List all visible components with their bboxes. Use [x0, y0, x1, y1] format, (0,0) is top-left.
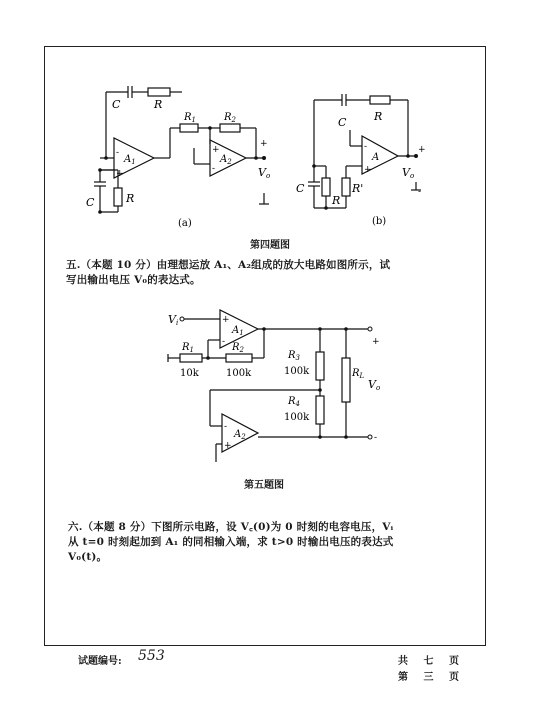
fig-b-minus: - [364, 142, 368, 152]
fig-a-plus-A1: + [116, 169, 124, 179]
fig-a-minus-A1: - [116, 148, 120, 158]
fig-b-label-R: R [374, 110, 383, 123]
q5-label-Vi: Vi [168, 313, 179, 327]
q5-text-line-2: 写出输出电压 V₀的表达式。 [66, 274, 201, 286]
q6-text-line-1: 六.（本题 8 分）下图所示电路，设 V꜀(0)为 0 时刻的电容电压，Vᵢ [68, 521, 394, 533]
q5-out-minus: - [374, 433, 378, 443]
fig-a-label-C: C [112, 98, 121, 111]
q5-label-Vo: Vo [368, 378, 381, 392]
fig-b-label-R-bot: R [332, 194, 341, 207]
fig-a-out-plus: + [260, 139, 268, 149]
total-pages: 共 七 页 [398, 656, 465, 667]
q5-out-plus: + [372, 337, 380, 347]
q5-text-line-1: 五.（本题 10 分）由理想运放 A₁、A₂组成的放大电路如图所示，试 [66, 259, 391, 271]
q5-label-R3: $R_3$ [288, 350, 300, 362]
q5-plus-A1: + [222, 315, 230, 325]
fig-a-label-Vo: Vo [258, 166, 271, 180]
fig-b-label-Vo: Vo [402, 166, 415, 180]
fig-b-label-Rprime: R' [352, 182, 364, 195]
fig-a-label-A2: $A_2$ [220, 154, 232, 166]
fig-b-label-C-bot: C [296, 182, 305, 195]
q6-text-line-3: V₀(t)。 [68, 551, 108, 563]
fig-b-label-A: A [372, 152, 380, 163]
fig-a-label-R: R [154, 98, 163, 111]
q5-value-R4: 100k [284, 412, 310, 423]
q6-question-text [68, 520, 468, 565]
fig-b-minus-out: - [418, 187, 422, 197]
fig-a-label-C-bot: C [86, 196, 95, 209]
q5-label-R2: $R_2$ [232, 342, 244, 354]
fig-a-caption: (a) [178, 218, 192, 229]
fig-b-label-C: C [338, 116, 347, 129]
q5-label-R1: $R_1$ [182, 342, 194, 354]
q5-value-R2: 100k [226, 368, 252, 379]
fig-a-label-R2: $R_2$ [224, 112, 236, 124]
q4-figure-a [86, 78, 286, 238]
q5-plus-A2: + [224, 441, 232, 451]
q6-text-line-2: 从 t=0 时刻起加到 A₁ 的同相输入端，求 t>0 时输出电压的表达式 [68, 536, 394, 548]
q5-label-A2: $A_2$ [234, 429, 246, 441]
exam-code-value: 553 [138, 648, 165, 664]
current-page: 第 三 页 [398, 672, 465, 683]
fig-b-caption: (b) [372, 216, 387, 227]
fig-a-plus-A2: + [212, 145, 220, 155]
fig-a-minus-A2: - [212, 164, 216, 174]
q5-caption: 第五题图 [244, 480, 284, 491]
q5-circuit-figure [160, 302, 390, 474]
q4-caption: 第四题图 [250, 240, 290, 251]
q5-label-R4: $R_4$ [288, 396, 300, 408]
q5-value-R3: 100k [284, 366, 310, 377]
fig-a-label-A1: $A_1$ [124, 154, 136, 166]
q5-question-text [66, 258, 466, 288]
exam-code-label: 试题编号: [78, 656, 122, 667]
q5-label-RL: $R_L$ [352, 368, 365, 380]
q5-minus-A1: - [222, 337, 226, 347]
q5-value-R1: 10k [180, 368, 199, 379]
q5-minus-A2: - [224, 422, 228, 432]
q5-label-A1: $A_1$ [232, 325, 244, 337]
fig-b-plus: + [364, 165, 372, 175]
fig-b-out-plus: + [418, 145, 426, 155]
q4-figure-b [290, 86, 440, 236]
fig-a-label-R1: $R_1$ [184, 112, 196, 124]
fig-a-label-R-bot: R [126, 192, 135, 205]
